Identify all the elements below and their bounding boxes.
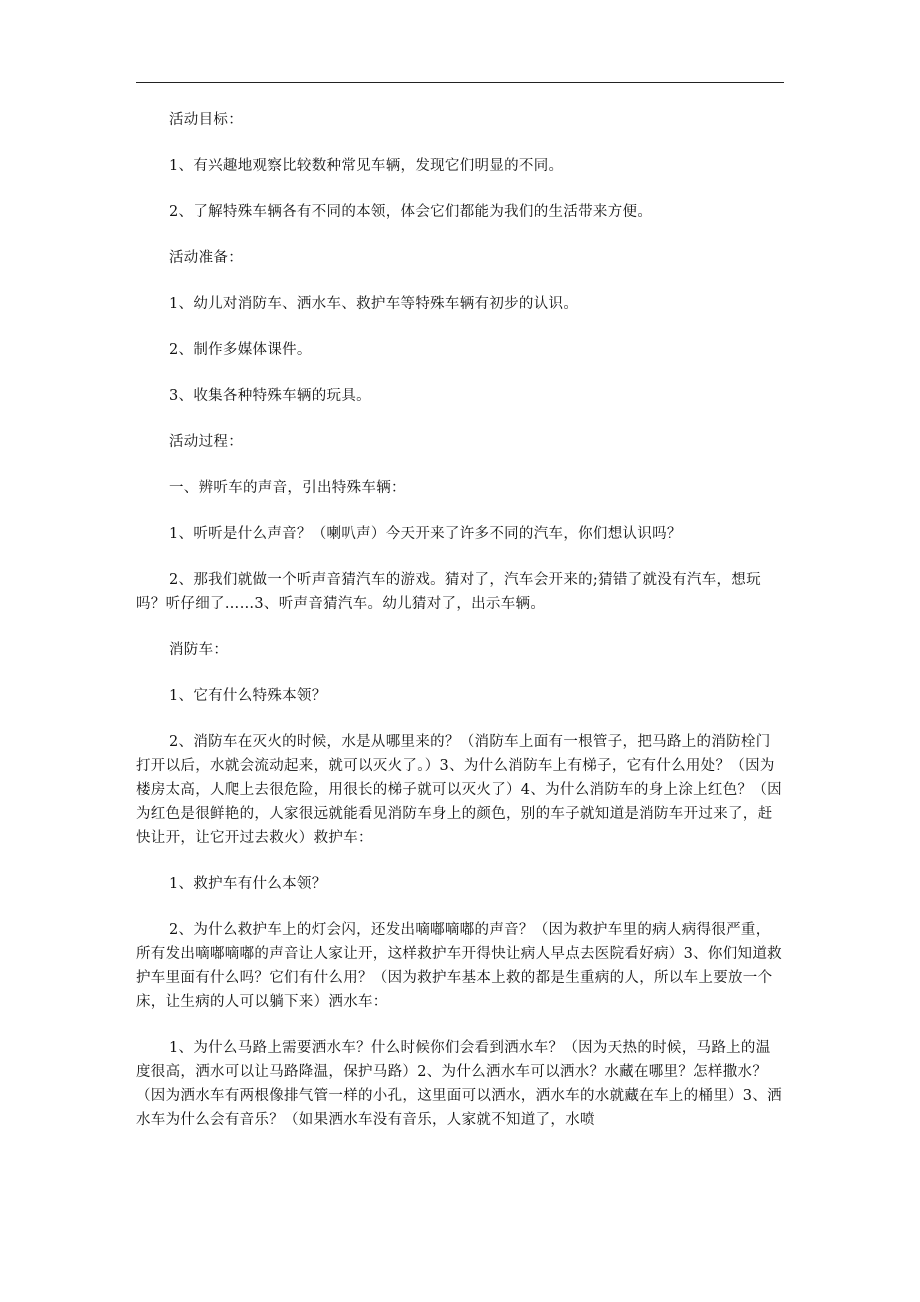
heading-activity-goals: 活动目标： — [169, 112, 243, 128]
heading-activity-preparation: 活动准备： — [169, 250, 243, 266]
paragraph: 1、有兴趣地观察比较数种常见车辆，发现它们明显的不同。 — [169, 158, 564, 174]
heading-fire-truck: 消防车： — [169, 642, 229, 658]
paragraph: 2、消防车在灭火的时候，水是从哪里来的？（消防车上面有一根管子，把马路上的消防栓门打开以后，水就会流动起来，就可以灭火了。）3、为什么消防车上有梯子，它有什么用处？（因为楼房太高，人爬上去很危险，用很长的梯子就可以灭火了）4、为什么消防车的身上涂上红色？（因为红色是很鲜艳的，人家很远就能看见消防车身上的颜色，别的车子就知道是消防车开过来了，赶快让开，让它开过去救火）救护车： — [136, 734, 782, 846]
document-body — [136, 108, 784, 1132]
paragraph: 一、辨听车的声音，引出特殊车辆： — [169, 480, 406, 496]
paragraph: 1、为什么马路上需要洒水车？什么时候你们会看到洒水车？（因为天热的时候，马路上的温度很高，洒水可以让马路降温，保护马路）2、为什么洒水车可以洒水？水藏在哪里？怎样撒水？（因为洒水车有两根像排气管一样的小孔，这里面可以洒水，洒水车的水就藏在车上的桶里）3、洒水车为什么会有音乐？（如果洒水车没有音乐，人家就不知道了，水喷 — [136, 1040, 782, 1128]
header-rule — [136, 82, 784, 83]
paragraph: 2、为什么救护车上的灯会闪，还发出嘀嘟嘀嘟的声音？（因为救护车里的病人病得很严重，所有发出嘀嘟嘀嘟的声音让人家让开，这样救护车开得快让病人早点去医院看好病）3、你们知道救护车里面有什么吗？它们有什么用？（因为救护车基本上救的都是生重病的人，所以车上要放一个床，让生病的人可以躺下来）洒水车： — [136, 922, 782, 1010]
paragraph: 1、听听是什么声音？（喇叭声）今天开来了许多不同的汽车，你们想认识吗？ — [169, 526, 682, 542]
paragraph: 1、救护车有什么本领？ — [169, 876, 327, 892]
paragraph: 2、制作多媒体课件。 — [169, 342, 312, 358]
paragraph: 2、了解特殊车辆各有不同的本领，体会它们都能为我们的生活带来方便。 — [169, 204, 653, 220]
paragraph: 2、那我们就做一个听声音猜汽车的游戏。猜对了，汽车会开来的;猜错了就没有汽车，想玩吗？听仔细了……3、听声音猜汽车。幼儿猜对了，出示车辆。 — [136, 572, 761, 612]
paragraph: 3、收集各种特殊车辆的玩具。 — [169, 388, 371, 404]
paragraph: 1、它有什么特殊本领？ — [169, 688, 327, 704]
heading-activity-process: 活动过程： — [169, 434, 243, 450]
paragraph: 1、幼儿对消防车、洒水车、救护车等特殊车辆有初步的认识。 — [169, 296, 579, 312]
